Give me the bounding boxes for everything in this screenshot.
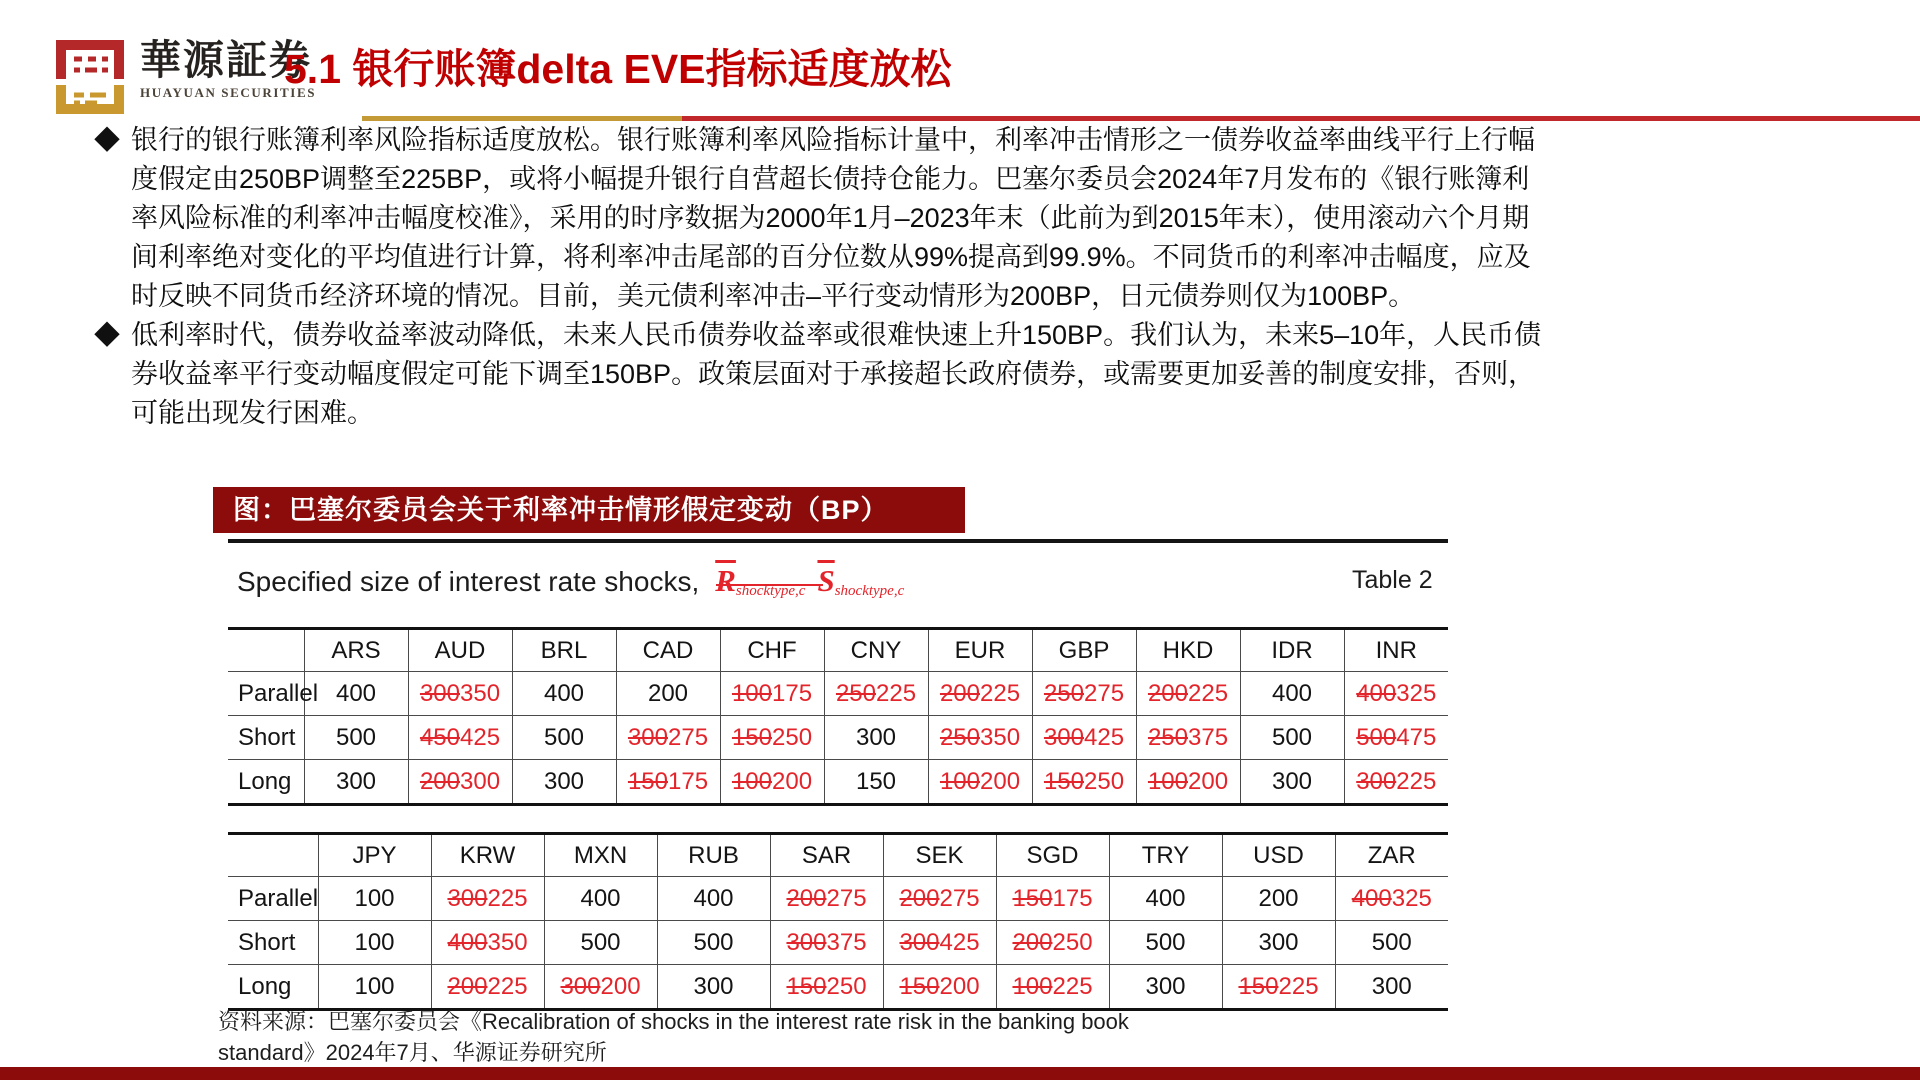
table-cell: [1344, 716, 1448, 760]
old-value: 150: [899, 972, 940, 1000]
diamond-bullet-icon: ◆: [94, 320, 121, 350]
column-header-krw: KRW: [431, 834, 544, 877]
table-cell: [996, 965, 1109, 1010]
new-value: 250: [1084, 767, 1125, 795]
old-value: 150: [627, 767, 668, 795]
footer-bar: [0, 1067, 1920, 1080]
table-cell: 300: [512, 760, 616, 805]
new-value: 275: [826, 884, 867, 912]
new-value: 475: [1396, 723, 1437, 751]
old-value: 100: [1012, 972, 1053, 1000]
column-header-brl: BRL: [512, 629, 616, 672]
column-header-gbp: GBP: [1032, 629, 1136, 672]
corner-cell: [228, 629, 304, 672]
table-cell: [1222, 965, 1335, 1010]
new-value: 375: [1188, 723, 1229, 751]
table-cell: [431, 921, 544, 965]
column-header-hkd: HKD: [1136, 629, 1240, 672]
old-value: 250: [1147, 723, 1188, 751]
new-value: 225: [980, 679, 1021, 707]
new-value: 175: [772, 679, 813, 707]
new-value: 275: [1084, 679, 1125, 707]
new-value: 250: [1052, 928, 1093, 956]
new-value: 200: [980, 767, 1021, 795]
column-header-zar: ZAR: [1335, 834, 1448, 877]
new-value: 275: [668, 723, 709, 751]
page-title: 5.1 银行账簿delta EVE指标适度放松: [284, 46, 952, 92]
old-value: 200: [786, 884, 827, 912]
old-value: 250: [1043, 679, 1084, 707]
formula-s: [817, 563, 905, 600]
table-2-label: Table 2: [1352, 566, 1433, 594]
table-cell: [883, 877, 996, 921]
diamond-bullet-icon: ◆: [94, 125, 121, 155]
table-cell: 400: [657, 877, 770, 921]
old-value: 450: [419, 723, 460, 751]
new-value: 375: [826, 928, 867, 956]
table-cell: 500: [304, 716, 408, 760]
table-cell: [883, 921, 996, 965]
column-header-rub: RUB: [657, 834, 770, 877]
table-cell: [544, 965, 657, 1010]
shock-table-lower: [228, 832, 1448, 1011]
new-value: 350: [460, 679, 501, 707]
table-cell: 300: [1240, 760, 1344, 805]
old-value: 300: [1043, 723, 1084, 751]
formula-r-letter: $\overline{R}$: [715, 563, 736, 599]
table-cell: [770, 965, 883, 1010]
new-value: 250: [772, 723, 813, 751]
table-cell: 300: [1222, 921, 1335, 965]
old-value: 200: [1012, 928, 1053, 956]
table-cell: [408, 716, 512, 760]
old-value: 150: [786, 972, 827, 1000]
row-label: Short: [238, 723, 296, 751]
bullet-item-2: [94, 316, 1564, 433]
row-label: Long: [238, 767, 292, 795]
old-value: 300: [627, 723, 668, 751]
corner-cell: [228, 834, 318, 877]
shock-table-upper: [228, 627, 1448, 806]
table-row-long: [228, 760, 1448, 805]
table-cell: 100: [318, 965, 431, 1010]
table-cell: 300: [824, 716, 928, 760]
table-row-short: [228, 716, 1448, 760]
formula-r-struck: [715, 563, 817, 600]
huayuan-seal-icon: [52, 33, 128, 117]
column-header-try: TRY: [1109, 834, 1222, 877]
table-cell: [824, 672, 928, 716]
table-cell: [1136, 672, 1240, 716]
old-value: 100: [731, 679, 772, 707]
table-cell: 400: [544, 877, 657, 921]
new-value: 225: [1188, 679, 1229, 707]
row-label: Long: [238, 972, 292, 1000]
source-note: [218, 1006, 1129, 1068]
formula-s-letter: $\overline{S}$: [817, 563, 835, 599]
table-cell: [720, 672, 824, 716]
column-header-sek: SEK: [883, 834, 996, 877]
column-header-idr: IDR: [1240, 629, 1344, 672]
old-value: 300: [786, 928, 827, 956]
logo-cn-text: 華源証券: [140, 37, 312, 83]
table-row-parallel: [228, 672, 1448, 716]
table-cell: [1136, 760, 1240, 805]
old-value: 300: [1356, 767, 1397, 795]
table-cell: [996, 877, 1109, 921]
bullet-list: [94, 121, 1564, 433]
table-cell: [431, 877, 544, 921]
column-header-ars: ARS: [304, 629, 408, 672]
table-cell: [408, 760, 512, 805]
old-value: 100: [939, 767, 980, 795]
new-value: 200: [939, 972, 980, 1000]
table-header-row: [228, 834, 1448, 877]
column-header-sgd: SGD: [996, 834, 1109, 877]
row-label: Short: [238, 928, 296, 956]
table-cell: [770, 877, 883, 921]
table-cell: [883, 965, 996, 1010]
new-value: 425: [939, 928, 980, 956]
table-header-row: [228, 629, 1448, 672]
figure-title-banner: 图：巴塞尔委员会关于利率冲击情形假定变动（BP）: [213, 487, 965, 533]
table-cell: [1136, 716, 1240, 760]
old-value: 250: [939, 723, 980, 751]
table-cell: 300: [1335, 965, 1448, 1010]
shock-formula: [715, 563, 904, 600]
table-row-short: [228, 921, 1448, 965]
table-cell: 300: [657, 965, 770, 1010]
table-cell: [1335, 877, 1448, 921]
old-value: 400: [1351, 884, 1392, 912]
table-cell: 500: [1240, 716, 1344, 760]
old-value: 200: [419, 767, 460, 795]
new-value: 275: [939, 884, 980, 912]
old-value: 150: [731, 723, 772, 751]
figure-top-rule: [228, 539, 1448, 543]
table-cell: 500: [1335, 921, 1448, 965]
huayuan-logo: [52, 33, 316, 117]
old-value: 200: [939, 679, 980, 707]
table-cell: 500: [512, 716, 616, 760]
table-row-parallel: [228, 877, 1448, 921]
table-cell: [1032, 672, 1136, 716]
table-cell: [616, 716, 720, 760]
table-cell: [720, 760, 824, 805]
old-value: 250: [835, 679, 876, 707]
table-cell: [720, 716, 824, 760]
old-value: 200: [899, 884, 940, 912]
table-cell: [928, 716, 1032, 760]
column-header-mxn: MXN: [544, 834, 657, 877]
new-value: 325: [1396, 679, 1437, 707]
table-cell: 100: [318, 921, 431, 965]
old-value: 150: [1043, 767, 1084, 795]
old-value: 100: [731, 767, 772, 795]
new-value: 175: [668, 767, 709, 795]
table-cell: 400: [512, 672, 616, 716]
old-value: 300: [447, 884, 488, 912]
bullet-text-1: 银行的银行账簿利率风险指标适度放松。银行账簿利率风险指标计量中，利率冲击情形之一债券收益率曲线平行上行幅度假定由250BP调整至225BP，或将小幅提升银行自营超长债持仓能力。巴塞尔委员会2024年7月发布的《银行账簿利率风险标准的利率冲击幅度校准》，采用的时序数据为2000年1月–2023年末（此前为到2015年末），使用滚动六个月期间利率绝对变化的平均值进行计算，将利率冲击尾部的百分位数从99%提高到99.9%。不同货币的利率冲击幅度，应及时反映不同货币经济环境的情况。目前，美元债利率冲击–平行变动情形为200BP，日元债券则仅为100BP。: [131, 125, 1535, 311]
old-value: 200: [1147, 679, 1188, 707]
column-header-cad: CAD: [616, 629, 720, 672]
new-value: 350: [980, 723, 1021, 751]
new-value: 200: [600, 972, 641, 1000]
logo-en-text: HUAYUAN SECURITIES: [140, 85, 317, 101]
table-cell: [1344, 760, 1448, 805]
table-cell: 300: [304, 760, 408, 805]
column-header-usd: USD: [1222, 834, 1335, 877]
table-cell: 300: [1109, 965, 1222, 1010]
old-value: 400: [447, 928, 488, 956]
new-value: 225: [1396, 767, 1437, 795]
table-cell: 400: [1240, 672, 1344, 716]
new-value: 425: [460, 723, 501, 751]
table-cell: 200: [1222, 877, 1335, 921]
new-value: 300: [460, 767, 501, 795]
new-value: 350: [487, 928, 528, 956]
column-header-sar: SAR: [770, 834, 883, 877]
old-value: 300: [899, 928, 940, 956]
column-header-cny: CNY: [824, 629, 928, 672]
new-value: 225: [487, 884, 528, 912]
formula-s-subscript: shocktype,c: [834, 583, 905, 600]
table-cell: [1344, 672, 1448, 716]
source-line-1: 资料来源：巴塞尔委员会《Recalibration of shocks in the interest rate risk in the banking book: [218, 1009, 1129, 1034]
table-cell: 500: [1109, 921, 1222, 965]
old-value: 200: [447, 972, 488, 1000]
new-value: 225: [876, 679, 917, 707]
column-header-eur: EUR: [928, 629, 1032, 672]
new-value: 225: [1278, 972, 1319, 1000]
column-header-chf: CHF: [720, 629, 824, 672]
old-value: 500: [1356, 723, 1397, 751]
table-cell: 200: [616, 672, 720, 716]
formula-r-subscript: shocktype,c: [735, 583, 806, 600]
new-value: 175: [1052, 884, 1093, 912]
table-row-long: [228, 965, 1448, 1010]
column-header-jpy: JPY: [318, 834, 431, 877]
figure-caption-row: [237, 558, 904, 606]
bullet-item-1: [94, 121, 1564, 316]
table-cell: 100: [318, 877, 431, 921]
table-cell: [996, 921, 1109, 965]
table-cell: 400: [1109, 877, 1222, 921]
new-value: 200: [1188, 767, 1229, 795]
old-value: 400: [1356, 679, 1397, 707]
table-cell: [1032, 716, 1136, 760]
old-value: 300: [560, 972, 601, 1000]
row-label: Parallel: [238, 884, 319, 912]
table-cell: [928, 760, 1032, 805]
new-value: 250: [826, 972, 867, 1000]
old-value: 300: [419, 679, 460, 707]
new-value: 225: [1052, 972, 1093, 1000]
row-label: Parallel: [238, 679, 319, 707]
new-value: 225: [487, 972, 528, 1000]
column-header-aud: AUD: [408, 629, 512, 672]
table-cell: 400: [304, 672, 408, 716]
table-cell: [1032, 760, 1136, 805]
table-cell: 500: [544, 921, 657, 965]
table-cell: [431, 965, 544, 1010]
table-cell: [770, 921, 883, 965]
new-value: 425: [1084, 723, 1125, 751]
source-line-2: standard》2024年7月、华源证券研究所: [218, 1040, 607, 1065]
column-header-inr: INR: [1344, 629, 1448, 672]
figure-caption-text: Specified size of interest rate shocks,: [237, 566, 700, 597]
old-value: 100: [1147, 767, 1188, 795]
table-cell: [928, 672, 1032, 716]
new-value: 200: [772, 767, 813, 795]
old-value: 150: [1238, 972, 1279, 1000]
table-cell: 150: [824, 760, 928, 805]
new-value: 325: [1391, 884, 1432, 912]
table-cell: 500: [657, 921, 770, 965]
old-value: 150: [1012, 884, 1053, 912]
bullet-text-2: 低利率时代，债券收益率波动降低，未来人民币债券收益率或很难快速上升150BP。我们认为，未来5–10年，人民币债券收益率平行变动幅度假定可能下调至150BP。政策层面对于承接超长政府债券，或需要更加妥善的制度安排，否则，可能出现发行困难。: [131, 320, 1542, 428]
table-cell: [408, 672, 512, 716]
table-cell: [616, 760, 720, 805]
